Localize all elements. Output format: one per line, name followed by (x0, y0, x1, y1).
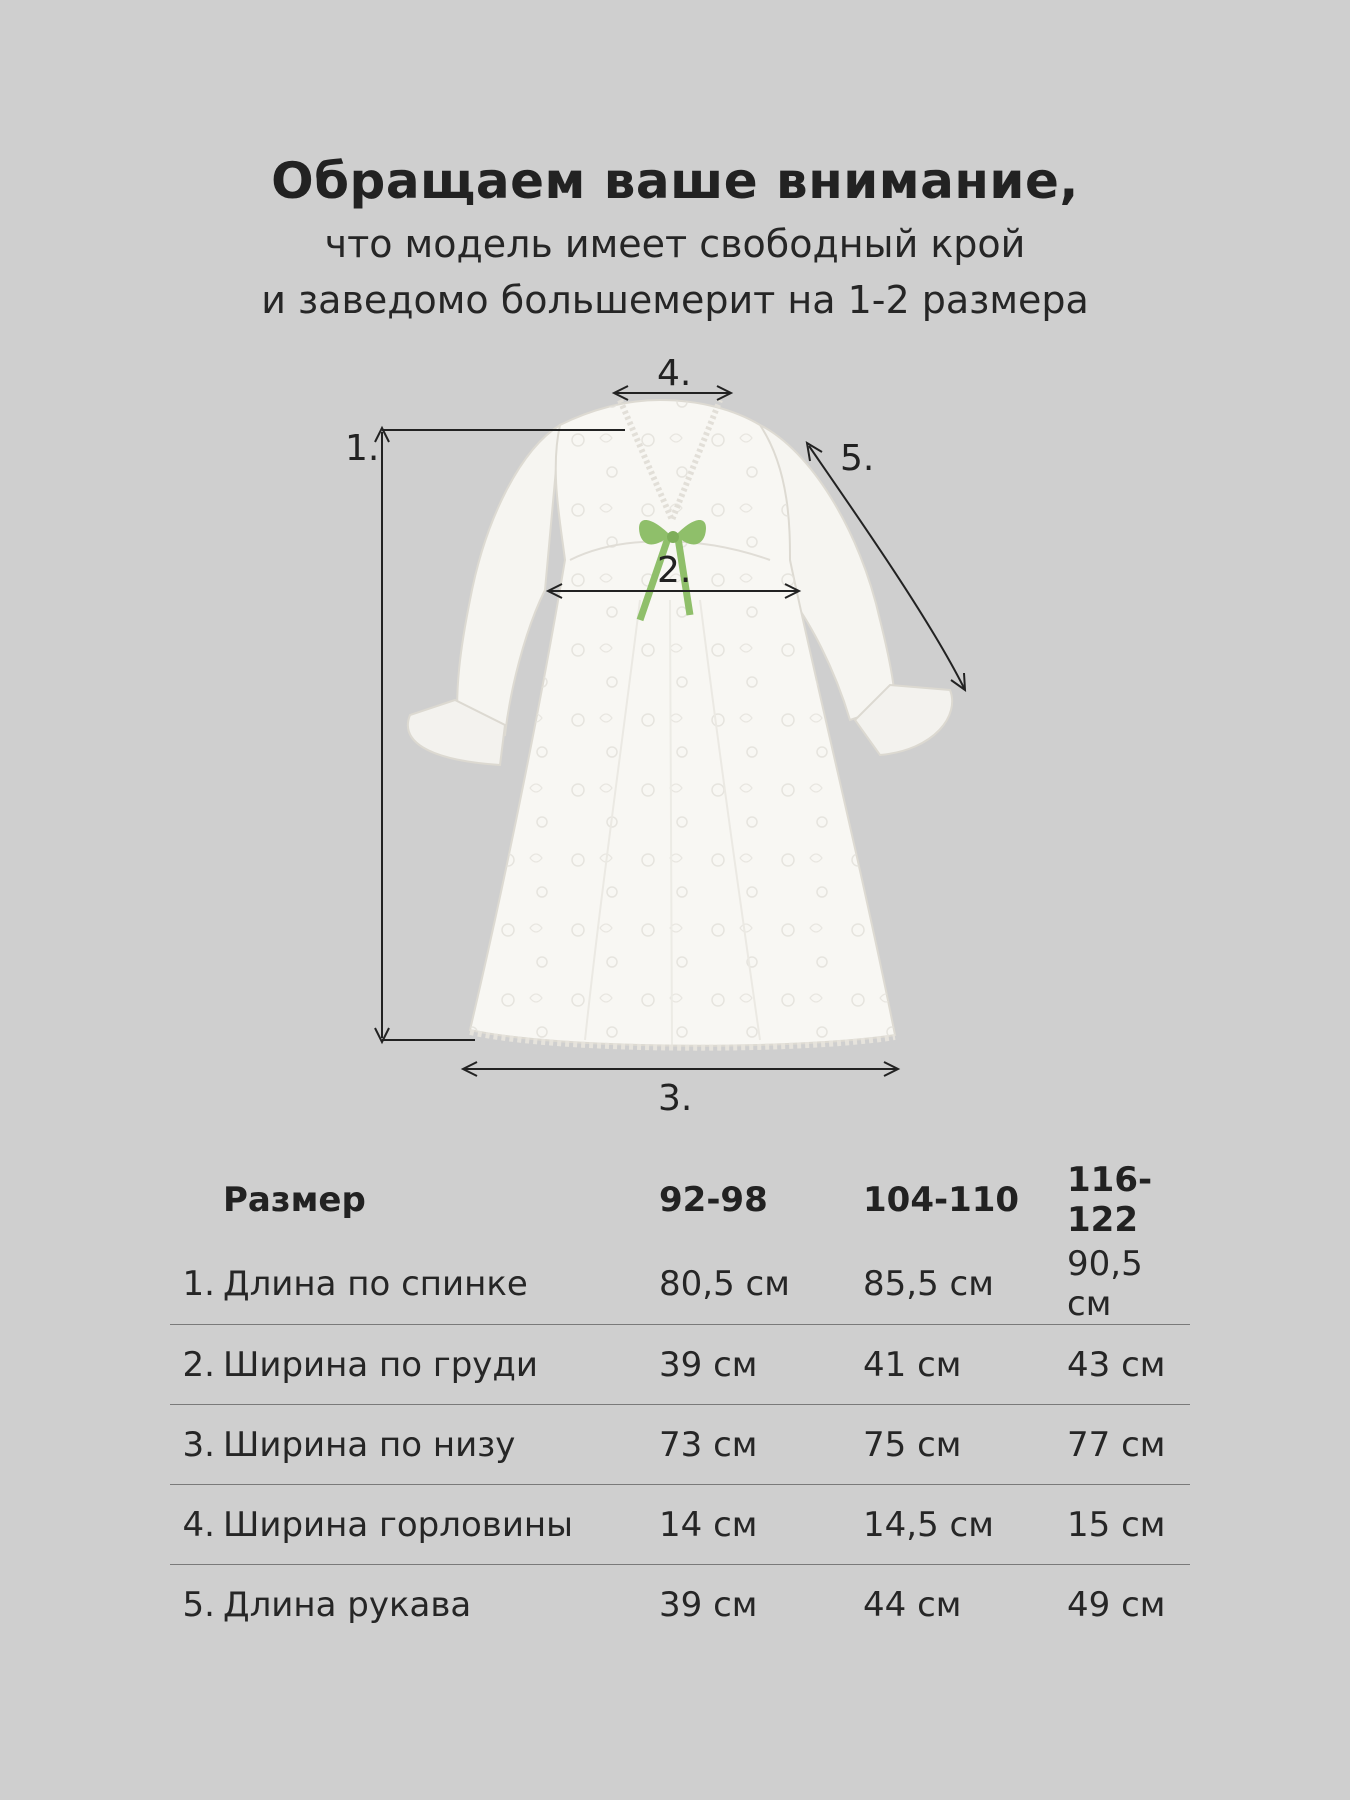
measure-1-label: 1. (345, 428, 380, 469)
table-cell: 44 см (863, 1565, 1067, 1645)
table-cell: 39 см (659, 1325, 863, 1405)
measure-5-label: 5. (840, 438, 875, 479)
table-cell: 49 см (1067, 1565, 1190, 1645)
table-row (170, 1565, 1190, 1645)
row-label: Ширина горловины (223, 1485, 659, 1565)
table-cell: 41 см (863, 1325, 1067, 1405)
row-number: 4. (170, 1485, 223, 1565)
measure-4-label: 4. (657, 353, 692, 394)
measure-3-label: 3. (658, 1078, 693, 1119)
table-row (170, 1485, 1190, 1565)
table-cell: 75 см (863, 1405, 1067, 1485)
table-cell: 85,5 см (863, 1264, 994, 1304)
row-label: Длина рукава (223, 1565, 659, 1645)
measure-2-label: 2. (657, 550, 692, 591)
dress-illustration (408, 400, 952, 1048)
row-number: 5. (170, 1565, 223, 1645)
subtitle-line-1: что модель имеет свободный крой (324, 222, 1026, 266)
size-table (170, 1160, 1190, 1644)
table-cell: 90,5 см (1067, 1244, 1143, 1324)
row-label: Длина по спинке (223, 1264, 528, 1304)
table-cell: 14 см (659, 1485, 863, 1565)
table-cell: 14,5 см (863, 1485, 1067, 1565)
size-header-label: Размер (223, 1180, 366, 1220)
table-cell: 73 см (659, 1405, 863, 1485)
row-number: 2. (170, 1325, 223, 1405)
table-cell: 39 см (659, 1565, 863, 1645)
subtitle-line-2: и заведомо большемерит на 1-2 размера (261, 278, 1089, 322)
row-label: Ширина по груди (223, 1325, 659, 1405)
row-number: 1. (182, 1264, 215, 1304)
table-cell: 80,5 см (659, 1264, 790, 1304)
page-title: Обращаем ваше внимание, (271, 152, 1079, 210)
size-header-col: 92-98 (659, 1180, 768, 1220)
table-row (170, 1244, 1190, 1325)
table-row (170, 1405, 1190, 1485)
row-label: Ширина по низу (223, 1405, 659, 1485)
row-number: 3. (170, 1405, 223, 1485)
table-cell: 77 см (1067, 1405, 1190, 1485)
table-cell: 15 см (1067, 1485, 1190, 1565)
measure-3-hem-width (463, 1062, 898, 1076)
size-header-col: 104-110 (863, 1180, 1020, 1220)
size-header-col: 116-122 (1067, 1160, 1153, 1240)
table-header-row (170, 1160, 1190, 1244)
table-cell: 43 см (1067, 1325, 1190, 1405)
table-row (170, 1325, 1190, 1405)
